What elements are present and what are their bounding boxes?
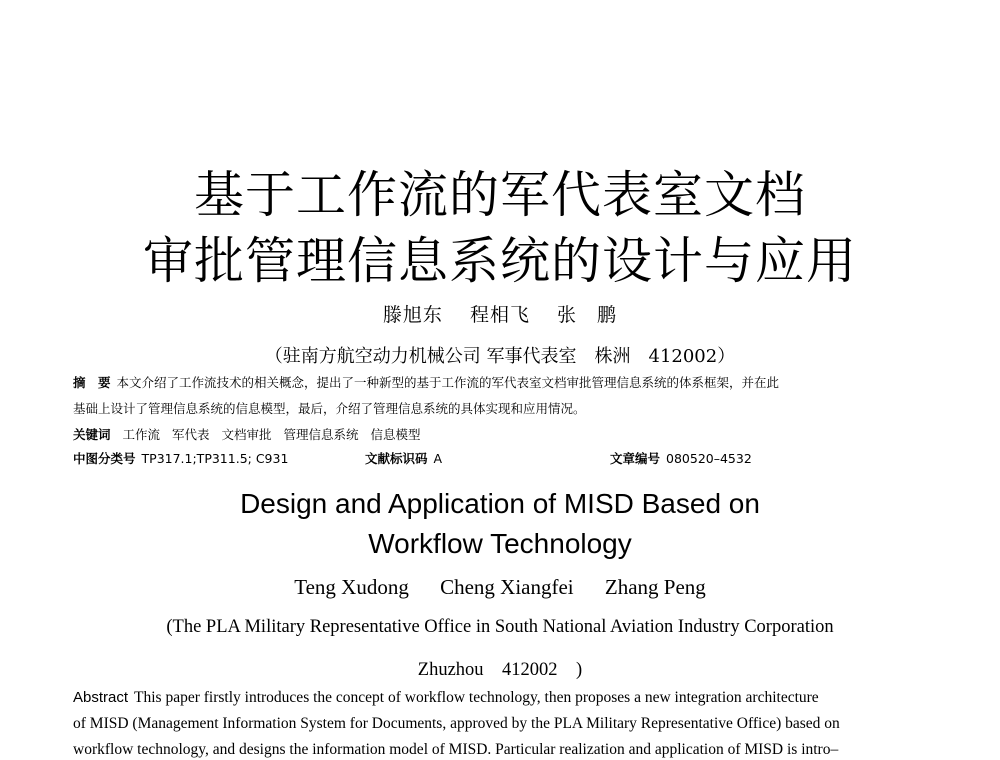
abstract-label-en: Abstract (73, 689, 129, 706)
clc-value: TP317.1;TP311.5; C931 (141, 451, 289, 466)
english-abstract-line-3: workflow technology, and designs the information model of MISD. Particular realization and application of MISD is intro– (73, 741, 839, 758)
classification-number (73, 453, 288, 466)
keyword-1: 工作流 (122, 427, 161, 442)
author-3: 张 鹏 (557, 304, 618, 326)
en-author-1: Teng Xudong (294, 575, 409, 599)
abstract-label-cn: 摘 要 (73, 375, 111, 390)
chinese-authors (0, 300, 1000, 327)
chinese-keywords (73, 429, 429, 442)
chinese-abstract-line-1 (73, 377, 779, 390)
keyword-5: 信息模型 (370, 427, 421, 442)
keyword-3: 文档审批 (221, 427, 272, 442)
abstract-text-en-1: This paper firstly introduces the concept of workflow technology, then proposes a new integration architecture (134, 689, 819, 706)
chinese-affiliation: （驻南方航空动力机械公司 军事代表室 株洲 412002） (264, 346, 736, 367)
keyword-4: 管理信息系统 (283, 427, 359, 442)
title-line-2: 审批管理信息系统的设计与应用 (143, 232, 857, 290)
article-number (610, 453, 752, 466)
en-author-3: Zhang Peng (604, 575, 706, 599)
doc-code-label: 文献标识码 (365, 451, 428, 466)
abstract-text-cn-1: 本文介绍了工作流技术的相关概念，提出了一种新型的基于工作流的军代表室文档审批管理信息系统的体系框架，并在此 (116, 375, 780, 390)
english-authors (0, 575, 1000, 600)
english-abstract-line-2: of MISD (Management Information System for Documents, approved by the PLA Military Representative Office) based on (73, 715, 840, 732)
document-code (365, 453, 442, 466)
english-abstract-line-1 (73, 690, 819, 706)
doc-code-value: A (433, 451, 443, 466)
article-no-label: 文章编号 (610, 451, 661, 466)
en-title-line-1: Design and Application of MISD Based on (240, 488, 760, 519)
en-affiliation-line-1: (The PLA Military Representative Office in South National Aviation Industry Corporation (166, 617, 834, 637)
author-1: 滕旭东 (382, 304, 443, 326)
en-author-2: Cheng Xiangfei (440, 575, 574, 599)
author-2: 程相飞 (469, 304, 530, 326)
title-line-1: 基于工作流的军代表室文档 (194, 166, 806, 224)
article-no-value: 080520–4532 (666, 451, 752, 466)
keyword-2: 军代表 (172, 427, 210, 442)
en-affiliation-line-2: Zhuzhou 412002 ) (417, 660, 583, 680)
en-title-line-2: Workflow Technology (368, 528, 632, 559)
clc-label: 中图分类号 (73, 451, 136, 466)
chinese-abstract-line-2: 基础上设计了管理信息系统的信息模型，最后，介绍了管理信息系统的具体实现和应用情况。 (73, 401, 586, 416)
keywords-label: 关键词 (73, 427, 111, 442)
